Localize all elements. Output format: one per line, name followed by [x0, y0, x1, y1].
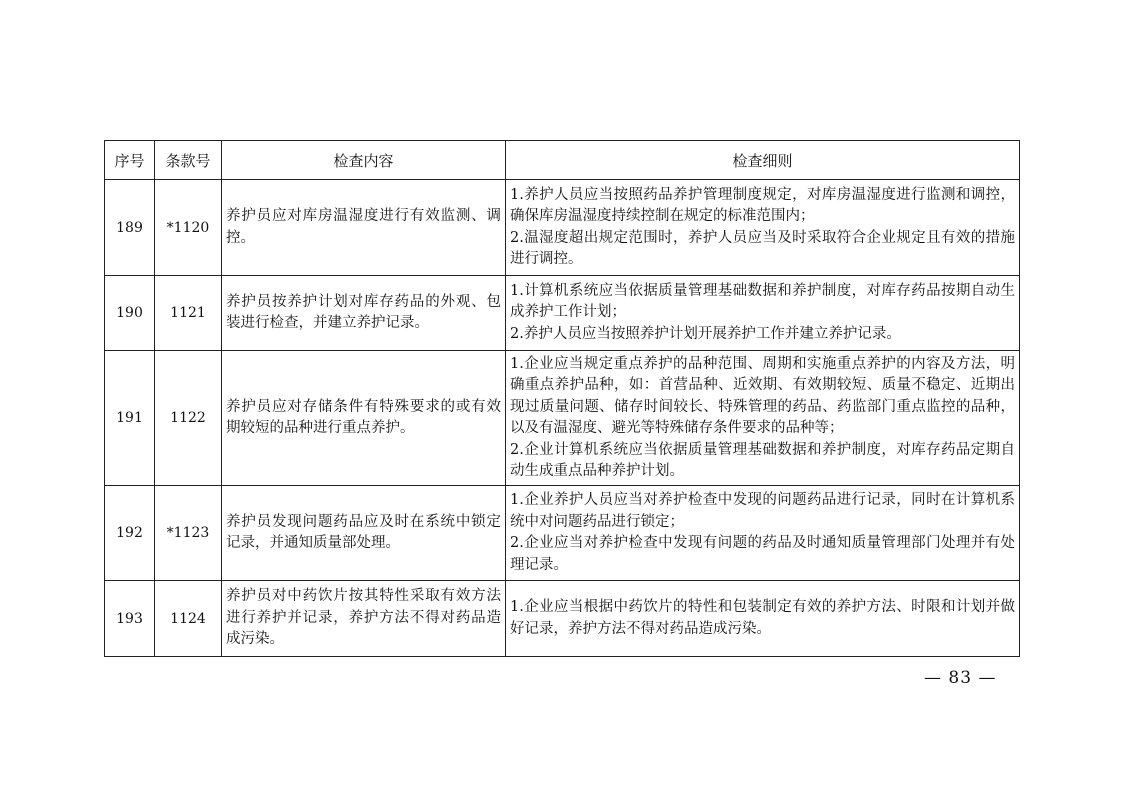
row-clause: *1123	[155, 486, 222, 581]
row-detail	[506, 581, 1020, 657]
row-seq: 189	[105, 180, 155, 276]
table-row	[105, 276, 1020, 351]
table-header-row	[105, 141, 1020, 180]
row-content: 养护员发现问题药品应及时在系统中锁定记录，并通知质量部处理。	[222, 486, 506, 581]
row-detail	[506, 351, 1020, 486]
row-seq: 192	[105, 486, 155, 581]
detail-item: 1.企业应当根据中药饮片的特性和包装制定有效的养护方法、时限和计划并做好记录，养护方法不得对药品造成污染。	[510, 599, 1015, 637]
row-seq: 191	[105, 351, 155, 486]
row-detail	[506, 276, 1020, 351]
header-clause: 条款号	[155, 141, 222, 180]
table-row	[105, 351, 1020, 486]
header-content: 检查内容	[222, 141, 506, 180]
detail-item: 2.养护人员应当按照养护计划开展养护工作并建立养护记录。	[510, 325, 901, 342]
page-number: — 83 —	[924, 668, 997, 688]
row-content: 养护员对中药饮片按其特性采取有效方法进行养护并记录，养护方法不得对药品造成污染。	[222, 581, 506, 657]
row-clause: 1122	[155, 351, 222, 486]
table-row	[105, 581, 1020, 657]
row-detail	[506, 486, 1020, 581]
row-content: 养护员按养护计划对库存药品的外观、包装进行检查，并建立养护记录。	[222, 276, 506, 351]
row-content: 养护员应对库房温湿度进行有效监测、调控。	[222, 180, 506, 276]
header-detail: 检查细则	[506, 141, 1020, 180]
table-row	[105, 180, 1020, 276]
table-row	[105, 486, 1020, 581]
row-clause: 1121	[155, 276, 222, 351]
row-seq: 193	[105, 581, 155, 657]
row-seq: 190	[105, 276, 155, 351]
detail-item: 1.企业应当规定重点养护的品种范围、周期和实施重点养护的内容及方法，明确重点养护品种，如：首营品种、近效期、有效期较短、质量不稳定、近期出现过质量问题、储存时间较长、特殊管理的药品、药监部门重点监控的品种，以及有温湿度、避光等特殊储存条件要求的品种等；	[510, 355, 1015, 436]
detail-item: 2.企业应当对养护检查中发现有问题的药品及时通知质量管理部门处理并有处理记录。	[510, 535, 1015, 573]
detail-item: 2.温湿度超出规定范围时，养护人员应当及时采取符合企业规定且有效的措施进行调控。	[510, 229, 1015, 267]
detail-item: 2.企业计算机系统应当依据质量管理基础数据和养护制度，对库存药品定期自动生成重点品种养护计划。	[510, 441, 1015, 479]
detail-item: 1.养护人员应当按照药品养护管理制度规定，对库房温湿度进行监测和调控，确保库房温湿度持续控制在规定的标准范围内；	[510, 186, 1015, 224]
detail-item: 1.计算机系统应当依据质量管理基础数据和养护制度，对库存药品按期自动生成养护工作计划；	[510, 282, 1015, 321]
detail-item: 1.企业养护人员应当对养护检查中发现的问题药品进行记录，同时在计算机系统中对问题药品进行锁定；	[510, 492, 1015, 530]
row-clause: 1124	[155, 581, 222, 657]
row-content: 养护员应对存储条件有特殊要求的或有效期较短的品种进行重点养护。	[222, 351, 506, 486]
row-clause: *1120	[155, 180, 222, 276]
row-detail	[506, 180, 1020, 276]
header-seq: 序号	[105, 141, 155, 180]
inspection-table	[104, 140, 1020, 657]
